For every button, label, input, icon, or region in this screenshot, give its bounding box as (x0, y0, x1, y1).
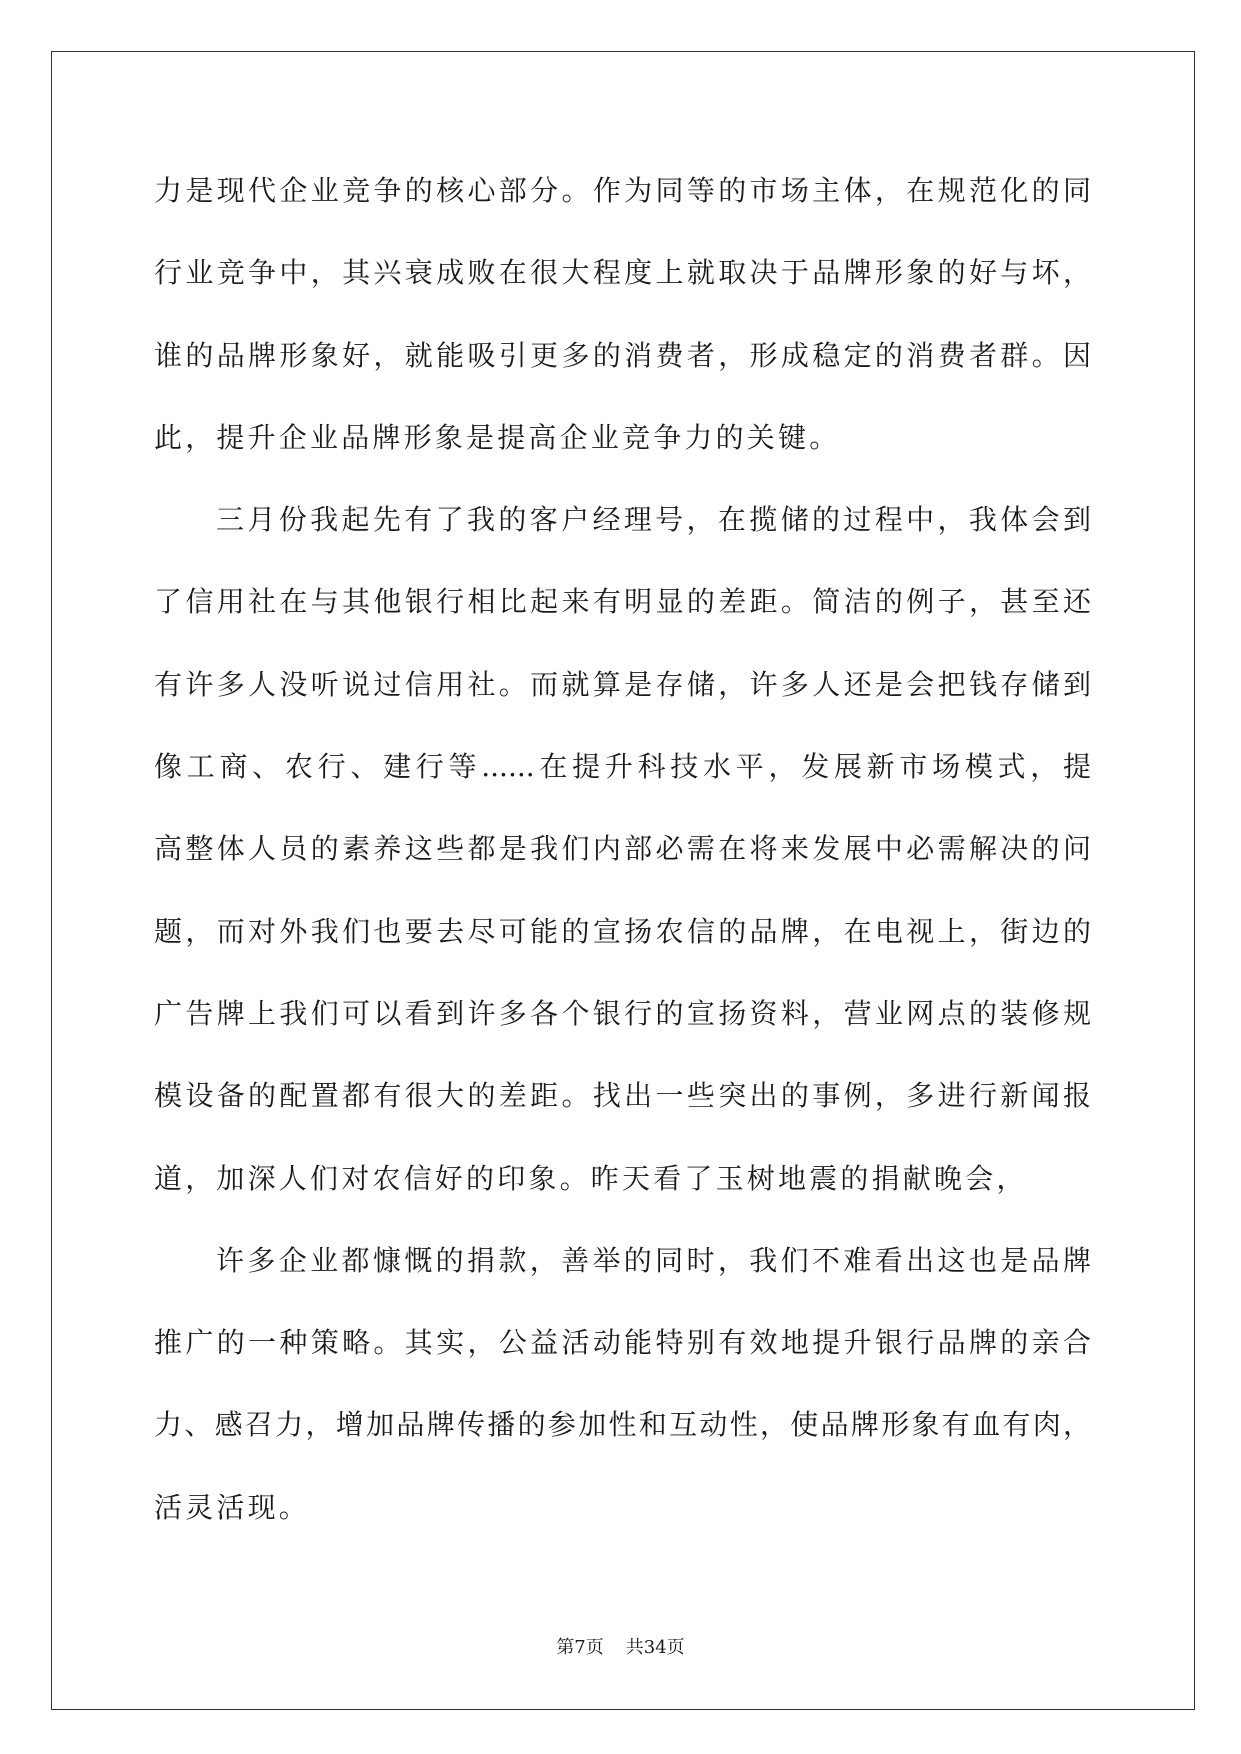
text-line: 高整体人员的素养这些都是我们内部必需在将来发展中必需解决的问 (154, 832, 1091, 866)
text-line: 道，加深人们对农信好的印象。昨天看了玉树地震的捐献晚会， (154, 1161, 1028, 1195)
text-line: 推广的一种策略。其实，公益活动能特别有效地提升银行品牌的亲合 (154, 1326, 1091, 1360)
text-line: 许多企业都慷慨的捐款，善举的同时，我们不难看出这也是品牌 (216, 1243, 1091, 1277)
text-line: 题，而对外我们也要去尽可能的宣扬农信的品牌，在电视上，街边的 (154, 914, 1091, 948)
text-line: 活灵活现。 (154, 1490, 311, 1524)
text-line: 了信用社在与其他银行相比起来有明显的差距。简洁的例子，甚至还 (154, 585, 1091, 619)
text-line: 行业竞争中，其兴衰成败在很大程度上就取决于品牌形象的好与坏， (154, 256, 1091, 290)
text-line: 三月份我起先有了我的客户经理号，在揽储的过程中，我体会到 (216, 503, 1091, 537)
text-line: 像工商、农行、建行等......在提升科技水平，发展新市场模式，提 (154, 750, 1091, 784)
text-line: 力是现代企业竞争的核心部分。作为同等的市场主体，在规范化的同 (154, 174, 1091, 207)
page-number: 第7页 (556, 1637, 604, 1658)
text-line: 力、感召力，增加品牌传播的参加性和互动性，使品牌形象有血有肉， (154, 1408, 1091, 1442)
text-line: 广告牌上我们可以看到许多各个银行的宣扬资料，营业网点的装修规 (154, 996, 1091, 1030)
page-total: 共34页 (625, 1637, 685, 1658)
body-text (154, 150, 1091, 1549)
text-line: 谁的品牌形象好，就能吸引更多的消费者，形成稳定的消费者群。因 (154, 338, 1091, 372)
text-line: 此，提升企业品牌形象是提高企业竞争力的关键。 (154, 420, 841, 454)
page-footer (0, 1636, 1241, 1660)
text-line: 有许多人没听说过信用社。而就算是存储，许多人还是会把钱存储到 (154, 667, 1091, 701)
text-line: 模设备的配置都有很大的差距。找出一些突出的事例，多进行新闻报 (154, 1079, 1091, 1113)
